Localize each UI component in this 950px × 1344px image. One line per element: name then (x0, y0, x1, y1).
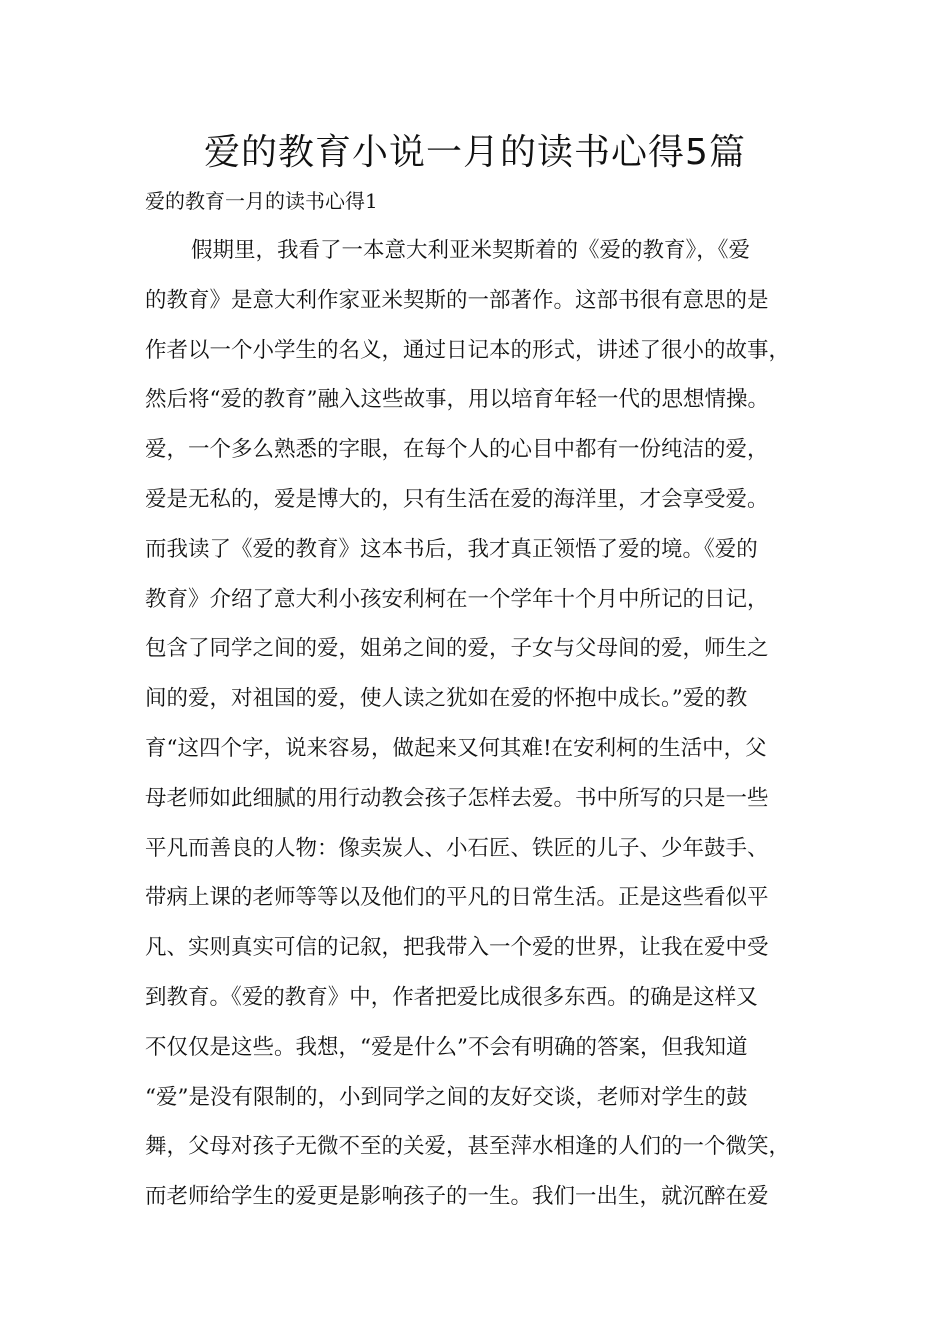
body-line: 爱是无私的，爱是博大的，只有生活在爱的海洋里，才会享受爱。 (145, 486, 769, 512)
body-line: 然后将“爱的教育”融入这些故事，用以培育年轻一代的思想情操。 (145, 387, 769, 413)
body-line: 舞，父母对孩子无微不至的关爱，甚至萍水相逢的人们的一个微笑， (145, 1134, 791, 1160)
body-line: 包含了同学之间的爱，姐弟之间的爱，子女与父母间的爱，师生之 (145, 636, 769, 662)
body-line: 教育》介绍了意大利小孩安利柯在一个学年十个月中所记的日记， (145, 586, 769, 612)
body-line: “爱”是没有限制的，小到同学之间的友好交谈，老师对学生的鼓 (145, 1084, 748, 1110)
body-line: 平凡而善良的人物：像卖炭人、小石匠、铁匠的儿子、少年鼓手、 (145, 835, 769, 861)
body-line: 不仅仅是这些。我想，“爱是什么”不会有明确的答案，但我知道 (145, 1034, 748, 1060)
document-title: 爱的教育小说一月的读书心得5篇 (204, 132, 746, 173)
body-line: 到教育。《爱的教育》中，作者把爱比成很多东西。的确是这样又 (145, 984, 758, 1010)
body-line: 作者以一个小学生的名义，通过日记本的形式，讲述了很小的故事， (145, 337, 791, 363)
body-line: 凡、实则真实可信的记叙，把我带入一个爱的世界，让我在爱中受 (145, 935, 769, 961)
body-text (145, 233, 835, 1229)
body-line: 育“这四个字，说来容易，做起来又何其难!在安利柯的生活中，父 (145, 735, 767, 761)
body-line: 而我读了《爱的教育》这本书后，我才真正领悟了爱的境。《爱的 (145, 536, 758, 562)
body-line: 爱，一个多么熟悉的字眼，在每个人的心目中都有一份纯洁的爱， (145, 437, 769, 463)
body-line: 假期里，我看了一本意大利亚米契斯着的《爱的教育》，《爱 (191, 238, 751, 263)
body-line: 带病上课的老师等等以及他们的平凡的日常生活。正是这些看似平 (145, 885, 769, 911)
body-line: 间的爱，对祖国的爱，使人读之犹如在爱的怀抱中成长。”爱的教 (145, 686, 748, 712)
section-heading: 爱的教育一月的读书心得1 (145, 189, 378, 213)
body-line: 而老师给学生的爱更是影响孩子的一生。我们一出生，就沉醉在爱 (145, 1184, 769, 1210)
body-line: 母老师如此细腻的用行动教会孩子怎样去爱。书中所写的只是一些 (145, 785, 769, 811)
body-line: 的教育》是意大利作家亚米契斯的一部著作。这部书很有意思的是 (145, 287, 769, 313)
